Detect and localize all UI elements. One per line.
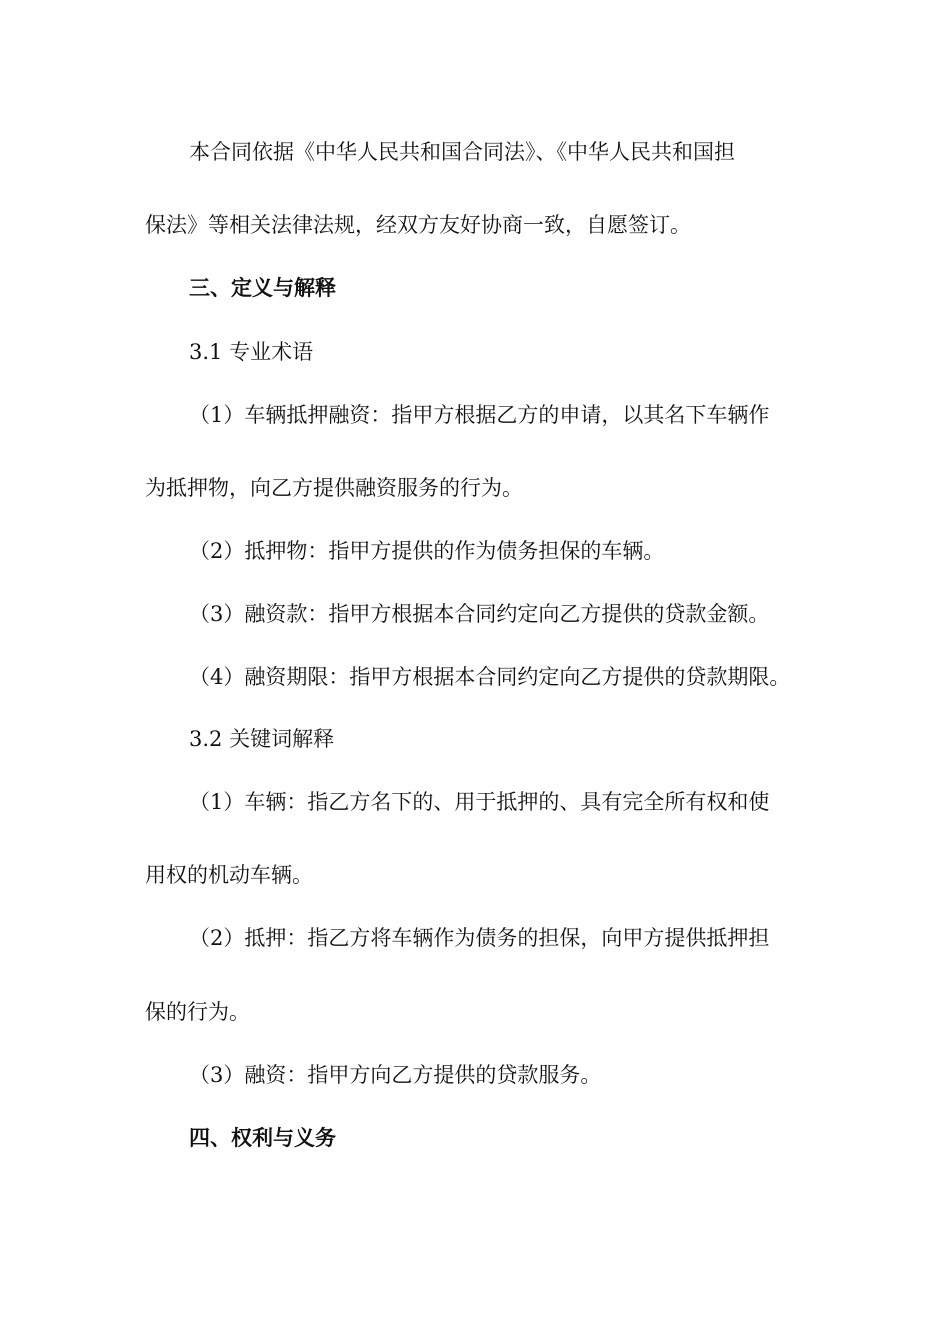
keyword-2-line-2: 保的行为。 (145, 1000, 250, 1024)
keyword-1-line-2: 用权的机动车辆。 (145, 863, 313, 887)
subsection-heading-3-1: 3.1 专业术语 (189, 340, 314, 364)
paragraph-basis-line-2: 保法》等相关法律法规，经双方友好协商一致，自愿签订。 (145, 213, 691, 237)
paragraph-basis-line-1: 本合同依据《中华人民共和国合同法》、《中华人民共和国担 (189, 140, 735, 164)
section-heading-4: 四、权利与义务 (189, 1125, 336, 1150)
term-3: （3）融资款：指甲方根据本合同约定向乙方提供的贷款金额。 (189, 602, 770, 626)
keyword-2-line-1: （2）抵押：指乙方将车辆作为债务的担保，向甲方提供抵押担 (189, 926, 770, 950)
keyword-3: （3）融资：指甲方向乙方提供的贷款服务。 (189, 1063, 602, 1087)
section-heading-3: 三、定义与解释 (189, 275, 336, 300)
term-4: （4）融资期限：指甲方根据本合同约定向乙方提供的贷款期限。 (189, 665, 791, 689)
keyword-1-line-1: （1）车辆：指乙方名下的、用于抵押的、具有完全所有权和使 (189, 790, 770, 814)
subsection-heading-3-2: 3.2 关键词解释 (189, 727, 335, 751)
term-1-line-2: 为抵押物，向乙方提供融资服务的行为。 (145, 476, 523, 500)
term-1-line-1: （1）车辆抵押融资：指甲方根据乙方的申请，以其名下车辆作 (189, 403, 770, 427)
term-2: （2）抵押物：指甲方提供的作为债务担保的车辆。 (189, 539, 665, 563)
